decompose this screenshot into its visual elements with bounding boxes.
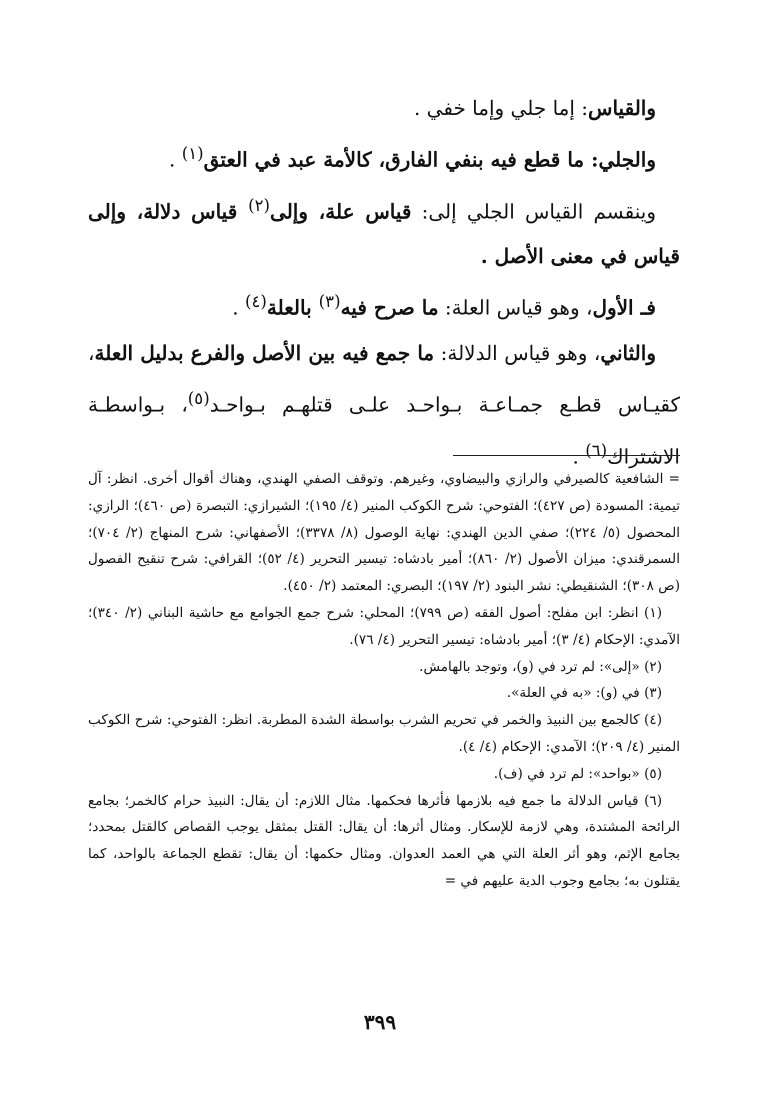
footnote-separator xyxy=(453,455,680,456)
term-second: والثاني xyxy=(600,340,656,365)
main-text xyxy=(88,86,680,479)
footnote-2: (٢) «إلى»: لم ترد في (و)، وتوجد بالهامش. xyxy=(419,658,662,675)
footnote-ref-4: (٤) xyxy=(244,292,267,312)
footnote-ref-2: (٢) xyxy=(248,195,271,215)
footnote-continuation: = الشافعية كالصيرفي والرازي والبيضاوي، وغيرهم. وتوقف الصفي الهندي، وهناك أقوال أخرى. انظر: آل تيمية: المسودة (ص ٤٢٧)؛ الفتوحي: شرح الكوكب المنير (٤/ ١٩٥)؛ الشيرازي: التبصرة (ص ٤٦٠)؛ الرازي: المحصول (٥/ ٢٢٤)؛ صفي الدين الهندي: نهاية الوصول (٨/ ٣٣٧٨)؛ الأصفهاني: شرح المنهاج (٢/ ٧٠٤)؛ السمرقندي: ميزان الأصول (٢/ ٨٦٠)؛ أمير بادشاه: تيسير التحرير (٤/ ٥٢)؛ القرافي: شرح تنقيح الفصول (ص ٣٠٨)؛ الشنقيطي: نشر البنود (٢/ ١٩٧)؛ البصري: المعتمد (٢/ ٤٥٠). xyxy=(88,471,681,595)
term-jali: والجلي xyxy=(598,147,656,172)
footnote-1: (١) انظر: ابن مفلح: أصول الفقه (ص ٧٩٩)؛ المحلي: شرح جمع الجوامع مع حاشية البناني (٢/ ٣٤٠)؛ الآمدي: الإحكام (٤/ ٣)؛ أمير بادشاه: تيسير التحرير (٤/ ٧٦). xyxy=(88,604,680,648)
footnote-ref-1: (١) xyxy=(181,144,204,163)
paragraph-1: والقياس: إما جلي وإما خفي . xyxy=(413,96,656,120)
footnote-ref-5: (٥) xyxy=(187,388,210,408)
term-first: فـ الأول xyxy=(592,295,656,320)
footnote-ref-3: (٣) xyxy=(318,292,341,312)
footnote-4: (٤) كالجمع بين النبيذ والخمر في تحريم الشرب بواسطة الشدة المطربة. انظر: الفتوحي: شرح الكوكب المنير (٤/ ٢٠٩)؛ الآمدي: الإحكام (٤/ ٤). xyxy=(88,712,680,755)
term-qiyas: والقياس xyxy=(588,96,656,120)
footnote-ref-6: (٦) xyxy=(585,440,608,460)
paragraph-2: والجلي: ما قطع فيه بنفي الفارق، كالأمة عبد في العتق$^{(١)}$ . xyxy=(168,144,656,172)
paragraph-5: والثاني، وهو قياس الدلالة: ما جمع فيه بين الأصل والفرع بدليل العلة، كقيـاس قطـع جمـاعـة بـواحـد علـى قتلهـم بـواحـد$^{(٥)}$، بـواسطـة الاشتراك$^{(٦)}$ . xyxy=(88,340,681,469)
footnote-6: (٦) قياس الدلالة ما جمع فيه بلازمها فأثرها فحكمها. مثال اللازم: أن يقال: النبيذ حرام كالخمر؛ بجامع الرائحة المشتدة، وهي لازمة للإسكار. ومثال أثرها: أن يقال: القتل بمثقل يوجب القصاص كالقتل بمحدد؛ بجامع الإثم، وهو أثر العلة التي هي العمد العدوان. ومثال حكمها: أن يقال: تقطع الجماعة بالواحد، كما يقتلون به؛ بجامع وجوب الدية عليهم في = xyxy=(88,792,680,889)
page-number: ٣٩٩ xyxy=(363,1010,397,1034)
paragraph-3: وينقسم القياس الجلي إلى: قياس علة، وإلى$^{(٢)}$ قياس دلالة، وإلى قياس في معنى الأصل . xyxy=(88,195,680,269)
footnotes xyxy=(88,466,680,895)
footnote-5: (٥) «بواحد»: لم ترد في (ف). xyxy=(493,765,662,782)
footnote-3: (٣) في (و): «به في العلة». xyxy=(506,685,662,702)
paragraph-4: فـ الأول، وهو قياس العلة: ما صرح فيه$^{(٣)}$ بالعلة$^{(٤)}$ . xyxy=(232,292,656,320)
